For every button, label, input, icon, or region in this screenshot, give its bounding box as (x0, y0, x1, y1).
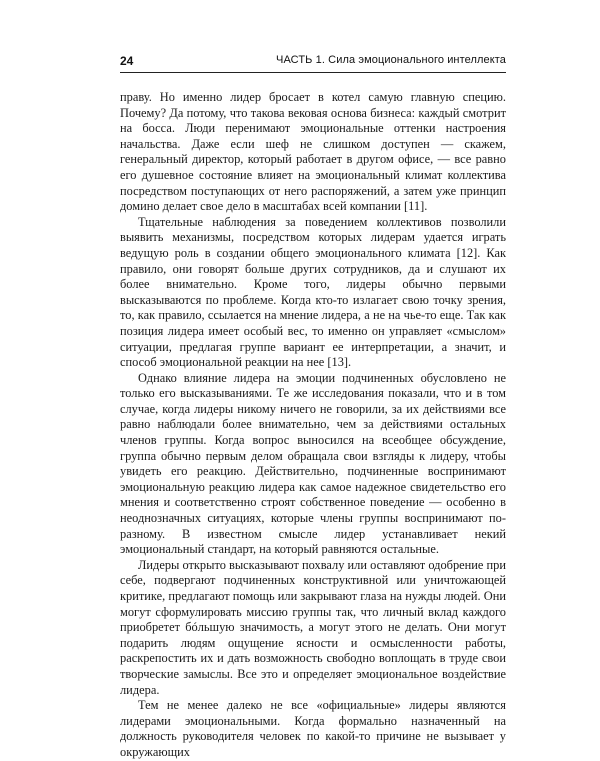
header-divider (120, 72, 506, 73)
section-title: ЧАСТЬ 1. Сила эмоционального интеллекта (276, 54, 506, 66)
body-text (120, 90, 506, 761)
running-header (120, 52, 506, 72)
paragraph-1: праву. Но именно лидер бросает в котел самую главную специю. Почему? Да потому, что такова вековая основа бизнеса: каждый смотрит на босса. Люди перенимают эмоциональные оттенки настроения начальства. Даже если шеф не слишком доступен — скажем, генеральный директор, который работает в другом офисе, — все равно его душевное состояние влияет на эмоциональный климат коллектива посредством поступающих от него распоряжений, а затем уже принцип домино делает свое дело в масштабах всей компании [11]. (120, 90, 506, 214)
paragraph-2: Тщательные наблюдения за поведением коллективов позволили выявить механизмы, посредством которых лидерам удается играть ведущую роль в создании общего эмоционального климата [12]. Как правило, они говорят больше других сотрудников, да и слушают их более внимательно. Кроме того, лидеры обычно первыми высказываются по проблеме. Когда кто-то излагает свою точку зрения, то, как правило, ссылается на мнение лидера, а не на чье-то еще. Так как позиция лидера имеет особый вес, то именно он управляет «смыслом» ситуации, предлагая группе вариант ее интерпретации, а значит, и способ эмоциональной реакции на нее [13]. (120, 214, 506, 370)
paragraph-4: Лидеры открыто высказывают похвалу или оставляют одобрение при себе, подвергают подчиненных конструктивной или уничтожающей критике, предлагают помощь или закрывают глаза на нужды людей. Они могут сформулировать миссию группы так, что личный вклад каждого приобретет бóльшую значимость, а могут этого не делать. Они могут подарить людям ощущение ясности и осмысленности работы, раскрепостить их и дать возможность свободно воплощать в труде свои творческие замыслы. Все это и определяет эмоциональное воздействие лидера. (120, 557, 506, 697)
page-number: 24 (120, 54, 134, 68)
paragraph-5: Тем не менее далеко не все «официальные» лидеры являются лидерами эмоциональными. Когда формально назначенный на должность руководителя человек по какой-то причине не вызывает у окружающих (120, 698, 506, 759)
paragraph-3: Однако влияние лидера на эмоции подчиненных обусловлено не только его высказываниями. Те же исследования показали, что и в том случае, когда лидеры никому ничего не говорили, за их действиями все равно наблюдали более внимательно, чем за действиями остальных членов группы. Когда вопрос выносился на всеобщее обсуждение, группа обычно первым делом обращала свои взгляды к лидеру, чтобы увидеть его реакцию. Действительно, подчиненные воспринимают эмоциональную реакцию лидера как самое надежное свидетельство его мнения и соответственно строят собственное поведение — особенно в неоднозначных ситуациях, которые члены группы воспринимают по-разному. В известном смысле лидер устанавливает некий эмоциональный стандарт, на который равняются остальные. (120, 370, 506, 557)
